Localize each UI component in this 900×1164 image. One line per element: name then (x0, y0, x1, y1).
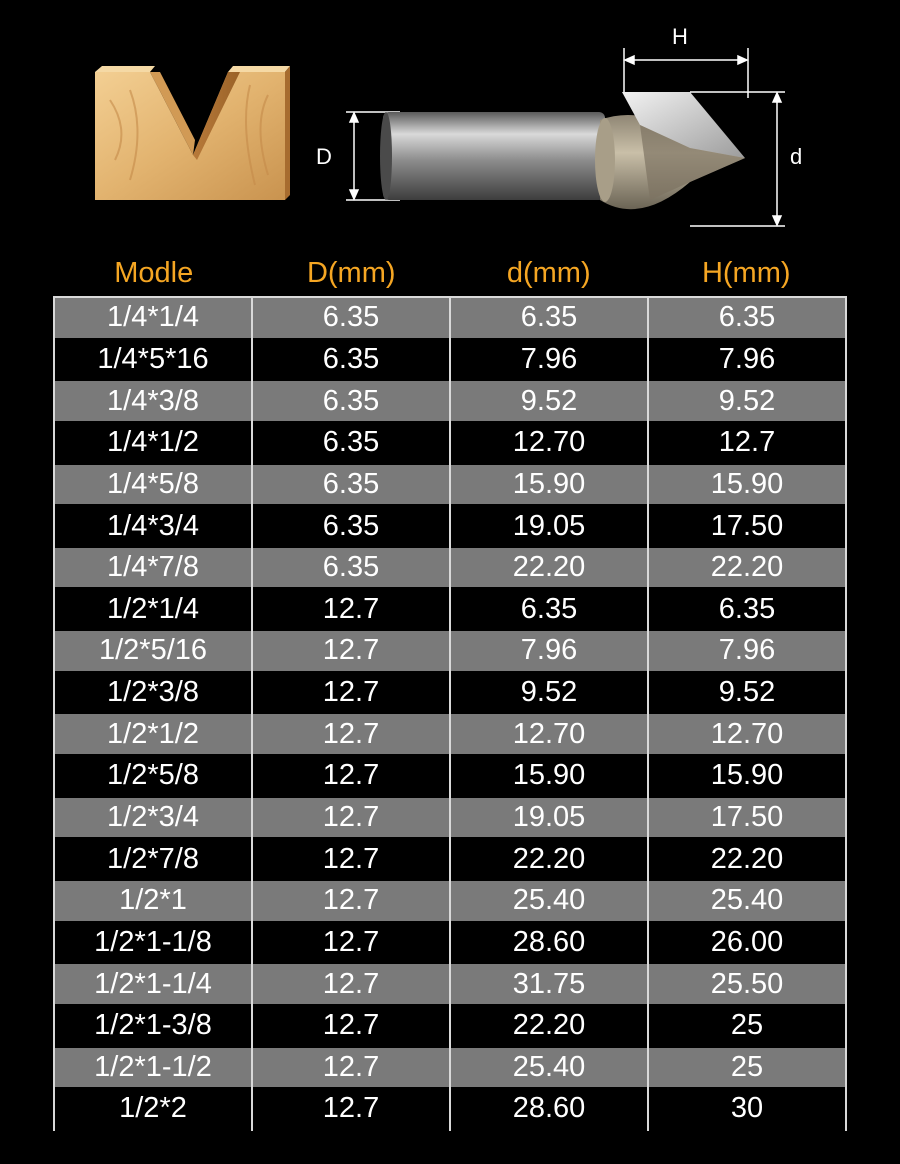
shank-diameter-cell: 12.7 (252, 797, 450, 839)
label-H: H (672, 24, 688, 49)
table-row (54, 672, 846, 714)
shank-diameter-cell: 12.7 (252, 880, 450, 922)
cut-diameter-cell: 25.40 (450, 880, 648, 922)
table-row (54, 547, 846, 589)
height-cell: 26.00 (648, 922, 846, 964)
shank-diameter-cell: 12.7 (252, 630, 450, 672)
model-cell: 1/4*3/4 (54, 505, 252, 547)
table-row (54, 1005, 846, 1047)
model-cell: 1/4*3/8 (54, 380, 252, 422)
cut-diameter-cell: 22.20 (450, 838, 648, 880)
model-cell: 1/4*1/4 (54, 297, 252, 339)
height-cell: 9.52 (648, 672, 846, 714)
header-shank-diameter: D(mm) (306, 257, 396, 289)
height-cell: 7.96 (648, 339, 846, 381)
cut-diameter-cell: 7.96 (450, 630, 648, 672)
model-cell: 1/2*1-1/8 (54, 922, 252, 964)
table-row (54, 1088, 846, 1130)
table-row (54, 838, 846, 880)
table-row (54, 797, 846, 839)
cut-diameter-cell: 19.05 (450, 505, 648, 547)
height-cell: 25.40 (648, 880, 846, 922)
height-cell: 6.35 (648, 588, 846, 630)
cut-diameter-cell: 6.35 (450, 588, 648, 630)
model-cell: 1/2*7/8 (54, 838, 252, 880)
model-cell: 1/2*3/8 (54, 672, 252, 714)
shank-diameter-cell: 12.7 (252, 588, 450, 630)
shank-diameter-cell: 12.7 (252, 963, 450, 1005)
model-cell: 1/2*2 (54, 1088, 252, 1130)
cut-diameter-cell: 6.35 (450, 297, 648, 339)
cut-diameter-cell: 9.52 (450, 380, 648, 422)
height-cell: 15.90 (648, 464, 846, 506)
table-row (54, 630, 846, 672)
cut-diameter-cell: 22.20 (450, 547, 648, 589)
model-cell: 1/4*5*16 (54, 339, 252, 381)
height-cell: 25.50 (648, 963, 846, 1005)
cut-diameter-cell: 28.60 (450, 1088, 648, 1130)
model-cell: 1/2*1-1/2 (54, 1047, 252, 1089)
shank-diameter-cell: 6.35 (252, 380, 450, 422)
model-cell: 1/4*5/8 (54, 464, 252, 506)
model-cell: 1/2*5/8 (54, 755, 252, 797)
height-cell: 15.90 (648, 755, 846, 797)
table-row (54, 380, 846, 422)
shank-diameter-cell: 6.35 (252, 339, 450, 381)
shank-diameter-cell: 12.7 (252, 713, 450, 755)
cut-diameter-cell: 28.60 (450, 922, 648, 964)
wood-block-icon (95, 66, 290, 200)
cut-diameter-cell: 12.70 (450, 422, 648, 464)
height-cell: 22.20 (648, 547, 846, 589)
table-row (54, 1047, 846, 1089)
model-cell: 1/4*7/8 (54, 547, 252, 589)
height-cell: 12.70 (648, 713, 846, 755)
shank-diameter-cell: 12.7 (252, 838, 450, 880)
shank-diameter-cell: 6.35 (252, 464, 450, 506)
cut-diameter-cell: 12.70 (450, 713, 648, 755)
table-header (55, 252, 845, 294)
height-cell: 17.50 (648, 505, 846, 547)
table-row (54, 713, 846, 755)
spec-table (53, 296, 847, 1131)
cut-diameter-cell: 9.52 (450, 672, 648, 714)
shank-diameter-cell: 12.7 (252, 1088, 450, 1130)
cut-diameter-cell: 31.75 (450, 963, 648, 1005)
table-row (54, 464, 846, 506)
table-row (54, 963, 846, 1005)
shank-diameter-cell: 12.7 (252, 1047, 450, 1089)
cut-diameter-cell: 19.05 (450, 797, 648, 839)
height-cell: 17.50 (648, 797, 846, 839)
model-cell: 1/2*3/4 (54, 797, 252, 839)
table-row (54, 755, 846, 797)
shank-diameter-cell: 12.7 (252, 755, 450, 797)
model-cell: 1/2*1-3/8 (54, 1005, 252, 1047)
model-cell: 1/2*1/4 (54, 588, 252, 630)
model-cell: 1/2*5/16 (54, 630, 252, 672)
height-cell: 9.52 (648, 380, 846, 422)
height-cell: 12.7 (648, 422, 846, 464)
router-bit-diagram (0, 0, 900, 250)
height-cell: 7.96 (648, 630, 846, 672)
header-height: H(mm) (701, 257, 791, 289)
cut-diameter-cell: 15.90 (450, 755, 648, 797)
label-D: D (316, 144, 332, 169)
shank-diameter-cell: 6.35 (252, 505, 450, 547)
cut-diameter-cell: 7.96 (450, 339, 648, 381)
header-model: Modle (114, 257, 194, 289)
product-figure (0, 0, 900, 250)
table-row (54, 422, 846, 464)
table-row (54, 922, 846, 964)
shank-diameter-cell: 12.7 (252, 922, 450, 964)
model-cell: 1/4*1/2 (54, 422, 252, 464)
header-cut-diameter: d(mm) (506, 257, 591, 289)
shank-diameter-cell: 6.35 (252, 422, 450, 464)
model-cell: 1/2*1/2 (54, 713, 252, 755)
table-row (54, 588, 846, 630)
shank-diameter-cell: 6.35 (252, 297, 450, 339)
height-cell: 25 (648, 1047, 846, 1089)
table-row (54, 297, 846, 339)
cut-diameter-cell: 15.90 (450, 464, 648, 506)
table-row (54, 339, 846, 381)
cut-diameter-cell: 25.40 (450, 1047, 648, 1089)
label-d: d (790, 144, 803, 169)
table-row (54, 505, 846, 547)
height-cell: 6.35 (648, 297, 846, 339)
height-cell: 25 (648, 1005, 846, 1047)
shank-diameter-cell: 6.35 (252, 547, 450, 589)
height-cell: 22.20 (648, 838, 846, 880)
model-cell: 1/2*1 (54, 880, 252, 922)
shank-diameter-cell: 12.7 (252, 1005, 450, 1047)
height-cell: 30 (648, 1088, 846, 1130)
table-row (54, 880, 846, 922)
dimension-H (624, 48, 748, 98)
router-bit-icon (380, 92, 745, 209)
shank-diameter-cell: 12.7 (252, 672, 450, 714)
model-cell: 1/2*1-1/4 (54, 963, 252, 1005)
cut-diameter-cell: 22.20 (450, 1005, 648, 1047)
